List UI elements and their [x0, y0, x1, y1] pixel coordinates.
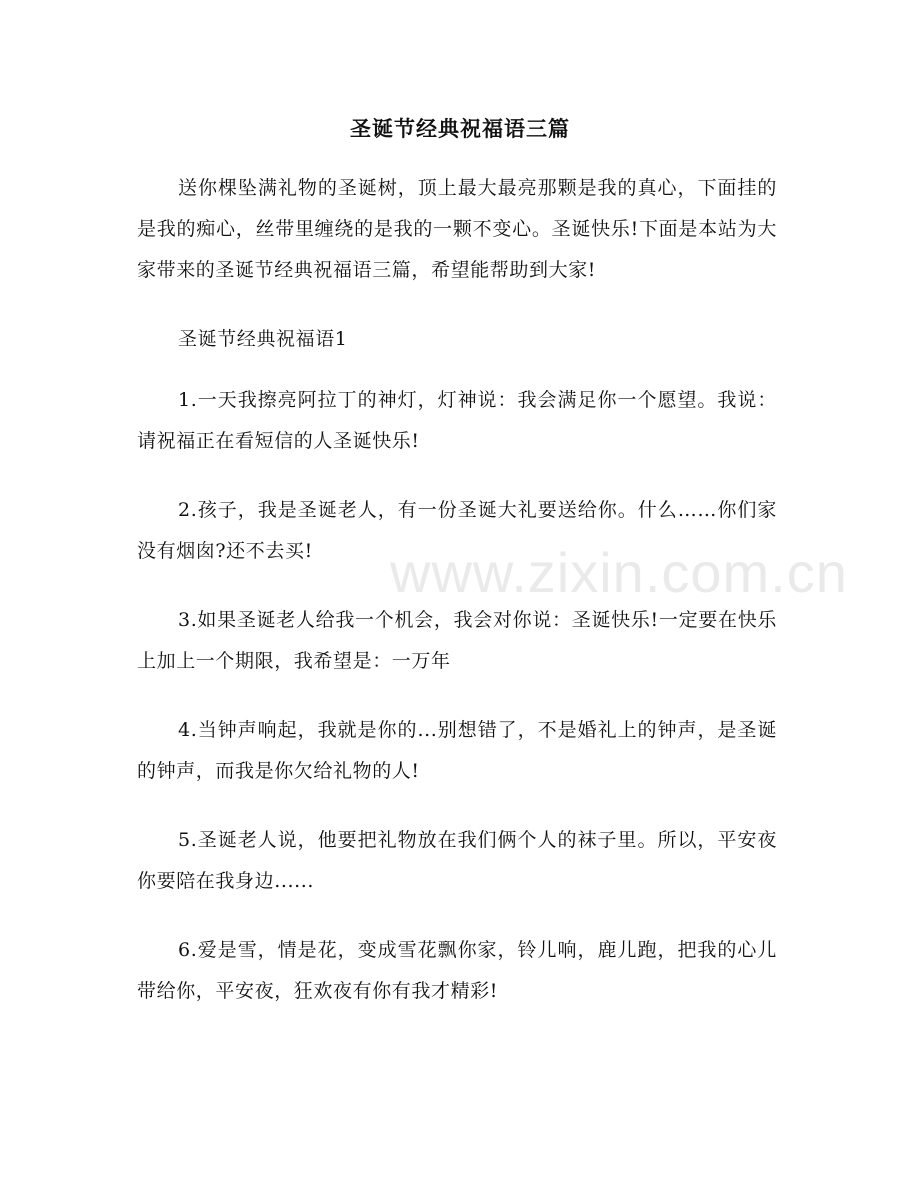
document-title: 圣诞节经典祝福语三篇 [350, 116, 570, 141]
section-heading: 圣诞节经典祝福语1 [178, 328, 348, 350]
document-body [137, 168, 777, 1040]
intro-paragraph: 送你棵坠满礼物的圣诞树，顶上最大最亮那颗是我的真心，下面挂的是我的痴心，丝带里缠绕的是我的一颗不变心。圣诞快乐!下面是本站为大家带来的圣诞节经典祝福语三篇，希望能帮助到大家! [137, 177, 777, 281]
blessing-item-3: 3.如果圣诞老人给我一个机会，我会对你说：圣诞快乐!一定要在快乐上加上一个期限，我希望是：一万年 [137, 609, 777, 672]
blessing-item-4: 4.当钟声响起，我就是你的...别想错了，不是婚礼上的钟声，是圣诞的钟声，而我是你欠给礼物的人! [137, 719, 777, 782]
blessing-item-1: 1.一天我擦亮阿拉丁的神灯，灯神说：我会满足你一个愿望。我说：请祝福正在看短信的人圣诞快乐! [137, 389, 777, 452]
blessing-item-5: 5.圣诞老人说，他要把礼物放在我们俩个人的袜子里。所以，平安夜你要陪在我身边...... [137, 829, 777, 892]
site-watermark: www.zixin.com.cn [390, 541, 848, 604]
blessing-item-2: 2.孩子，我是圣诞老人，有一份圣诞大礼要送给你。什么……你们家没有烟囱?还不去买! [137, 499, 777, 562]
blessing-item-6: 6.爱是雪，情是花，变成雪花飘你家，铃儿响，鹿儿跑，把我的心儿带给你，平安夜，狂欢夜有你有我才精彩! [137, 939, 777, 1002]
